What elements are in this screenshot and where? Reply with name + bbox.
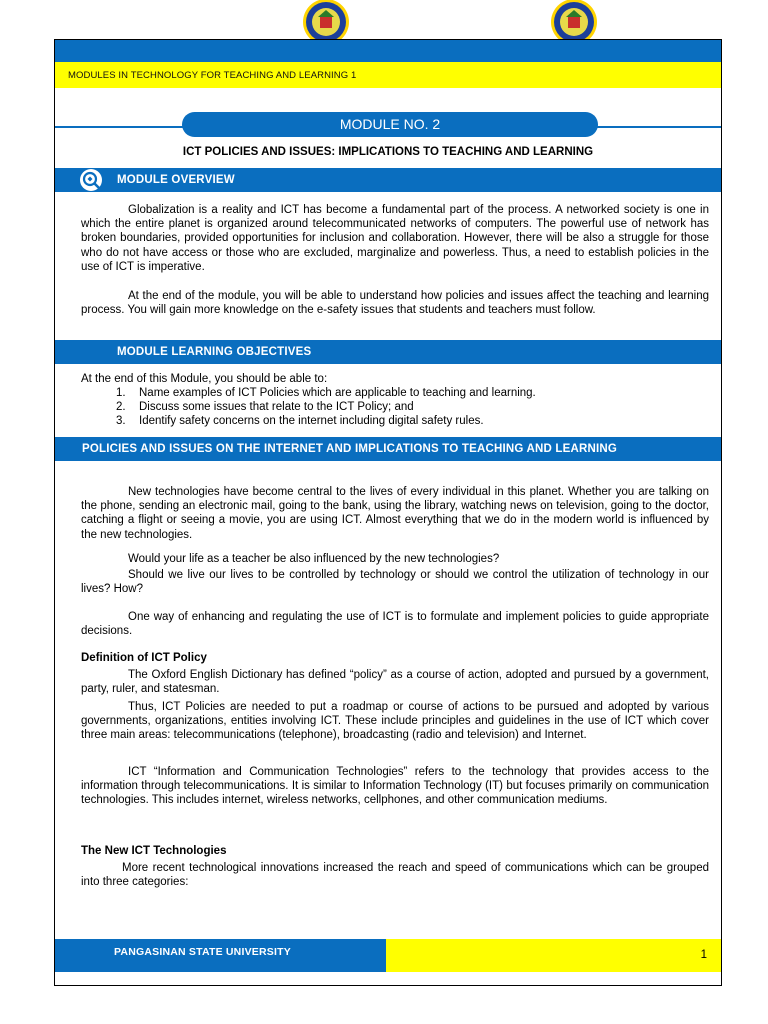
list-item-number: 1.	[116, 387, 126, 399]
course-title: MODULES IN TECHNOLOGY FOR TEACHING AND LEARNING 1	[68, 70, 357, 81]
list-item	[116, 401, 536, 415]
policies-question-1: Would your life as a teacher be also influenced by the new technologies?	[128, 553, 500, 565]
header-yellow-band	[55, 62, 721, 88]
footer-blue-band	[55, 939, 386, 972]
new-ict-heading: The New ICT Technologies	[81, 845, 227, 857]
list-item-number: 2.	[116, 400, 126, 413]
overview-paragraph-1: Globalization is a reality and ICT has become a fundamental part of the process. A networked society is one in which the entire planet is organized around telecommunicated networks of computers. The powerful use of network has broken boundaries, provided opportunities for inclusion and collaboration. However, there will be also a struggle for those who do not have access or those who are excluded, marginalize and powerless. Thus, a need to establish policies in the use of ICT is imperative.	[81, 204, 709, 273]
footer-university: PANGASINAN STATE UNIVERSITY	[114, 946, 291, 958]
objectives-heading: MODULE LEARNING OBJECTIVES	[117, 346, 312, 358]
list-item-text: Identify safety concerns on the internet including digital safety rules.	[139, 414, 484, 427]
list-item	[116, 415, 536, 429]
overview-heading: MODULE OVERVIEW	[117, 174, 235, 186]
header-blue-band	[55, 40, 721, 62]
policies-question-2: Should we live our lives to be controlled by technology or should we control the utilization of technology in our lives? How?	[81, 569, 709, 596]
list-item-text: Discuss some issues that relate to the ICT Policy; and	[139, 400, 414, 413]
list-item	[116, 387, 536, 401]
page-number: 1	[700, 949, 707, 961]
module-number-pill: MODULE NO. 2	[182, 112, 598, 137]
definition-paragraph-1: The Oxford English Dictionary has defined “policy” as a course of action, adopted and pursued by a government, party, ruler, and statesman.	[81, 669, 709, 696]
list-item-number: 3.	[116, 414, 126, 427]
magnifier-icon	[80, 169, 102, 191]
objectives-list	[116, 387, 536, 428]
new-ict-paragraph: More recent technological innovations increased the reach and speed of communications which can be grouped into three categories:	[81, 862, 709, 889]
policies-heading: POLICIES AND ISSUES ON THE INTERNET AND IMPLICATIONS TO TEACHING AND LEARNING	[82, 443, 618, 455]
definition-paragraph-2: Thus, ICT Policies are needed to put a roadmap or course of actions to be pursued and adopted by various governments, organizations, entities involving ICT. These include principles and guidelines in the use of ICT which cover three main areas: telecommunications (telephone), broadcasting (radio and television) and Internet.	[81, 701, 709, 742]
definition-paragraph-3: ICT “Information and Communication Technologies” refers to the technology that provides access to the information through telecommunications. It is similar to Information Technology (IT) but focuses primarily on communication technologies. This includes internet, wireless networks, cellphones, and other communication mediums.	[81, 766, 709, 807]
policies-paragraph-1: New technologies have become central to the lives of every individual in this planet. Whether you are talking on the phone, sending an electronic mail, going to the bank, using the library, watching news on television, going to the doctor, catching a flight or seeing a movie, you are using ICT. Almost everything that we do in the modern world is influenced by the new technologies.	[81, 486, 709, 541]
footer-yellow-band	[386, 939, 721, 972]
module-title: ICT POLICIES AND ISSUES: IMPLICATIONS TO TEACHING AND LEARNING	[182, 146, 594, 158]
overview-heading-bar	[55, 168, 721, 192]
definition-heading: Definition of ICT Policy	[81, 652, 207, 664]
policies-paragraph-2: One way of enhancing and regulating the use of ICT is to formulate and implement policies to guide appropriate decisions.	[81, 611, 709, 638]
objectives-heading-bar	[55, 340, 721, 364]
objectives-intro: At the end of this Module, you should be able to:	[81, 373, 328, 385]
overview-paragraph-2: At the end of the module, you will be able to understand how policies and issues affect the teaching and learning process. You will gain more knowledge on the e-safety issues that students and teachers must follow.	[81, 290, 709, 317]
policies-heading-bar	[55, 437, 721, 461]
list-item-text: Name examples of ICT Policies which are applicable to teaching and learning.	[139, 387, 536, 399]
